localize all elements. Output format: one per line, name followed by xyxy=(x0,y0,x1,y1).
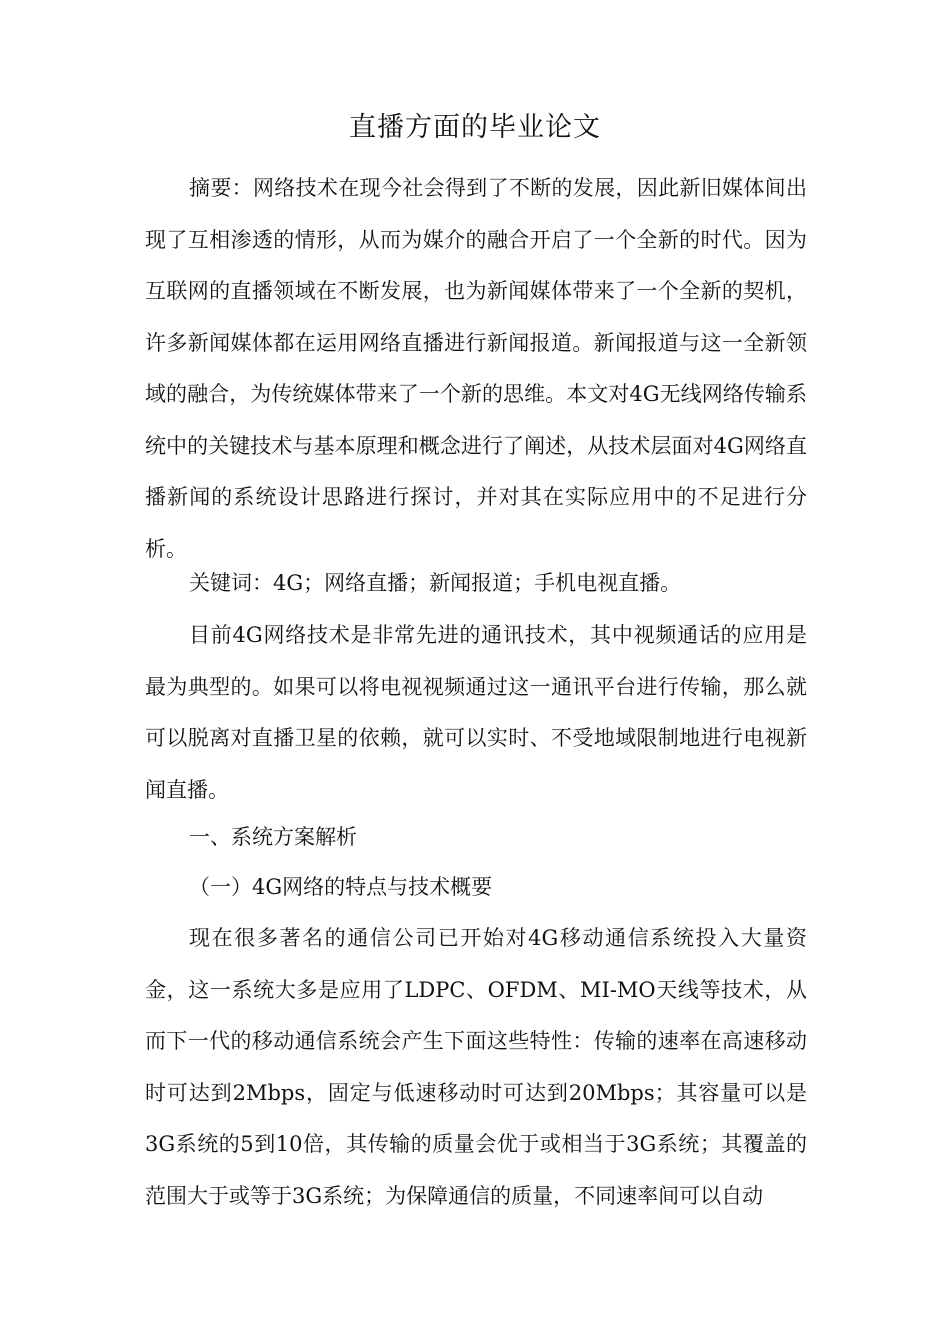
abstract-section xyxy=(145,163,807,575)
subsection-heading: （一）4G网络的特点与技术概要 xyxy=(189,875,493,899)
document-title: 直播方面的毕业论文 xyxy=(349,112,601,143)
section-heading-block xyxy=(145,812,807,864)
intro-paragraph: 目前4G网络技术是非常先进的通讯技术，其中视频通话的应用是最为典型的。如果可以将电视视频通过这一通讯平台进行传输，那么就可以脱离对直播卫星的依赖，就可以实时、不受地域限制地进行电视新闻直播。 xyxy=(145,623,807,802)
subsection-heading-block xyxy=(145,862,807,914)
main-body-section xyxy=(145,913,807,1222)
body-paragraph: 现在很多著名的通信公司已开始对4G移动通信系统投入大量资金，这一系统大多是应用了LDPC、OFDM、MI-MO天线等技术，从而下一代的移动通信系统会产生下面这些特性：传输的速率在高速移动时可达到2Mbps，固定与低速移动时可达到20Mbps；其容量可以是3G系统的5到10倍，其传输的质量会优于或相当于3G系统；其覆盖的范围大于或等于3G系统；为保障通信的质量，不同速率间可以自动 xyxy=(145,926,807,1208)
intro-section xyxy=(145,610,807,816)
keywords-section xyxy=(145,558,807,610)
section-heading: 一、系统方案解析 xyxy=(189,825,357,849)
keywords-paragraph: 关键词：4G；网络直播；新闻报道；手机电视直播。 xyxy=(189,571,682,595)
abstract-paragraph: 摘要：网络技术在现今社会得到了不断的发展，因此新旧媒体间出现了互相渗透的情形，从而为媒介的融合开启了一个全新的时代。因为互联网的直播领域在不断发展，也为新闻媒体带来了一个全新的契机，许多新闻媒体都在运用网络直播进行新闻报道。新闻报道与这一全新领域的融合，为传统媒体带来了一个新的思维。本文对4G无线网络传输系统中的关键技术与基本原理和概念进行了阐述，从技术层面对4G网络直播新闻的系统设计思路进行探讨，并对其在实际应用中的不足进行分析。 xyxy=(145,176,807,561)
